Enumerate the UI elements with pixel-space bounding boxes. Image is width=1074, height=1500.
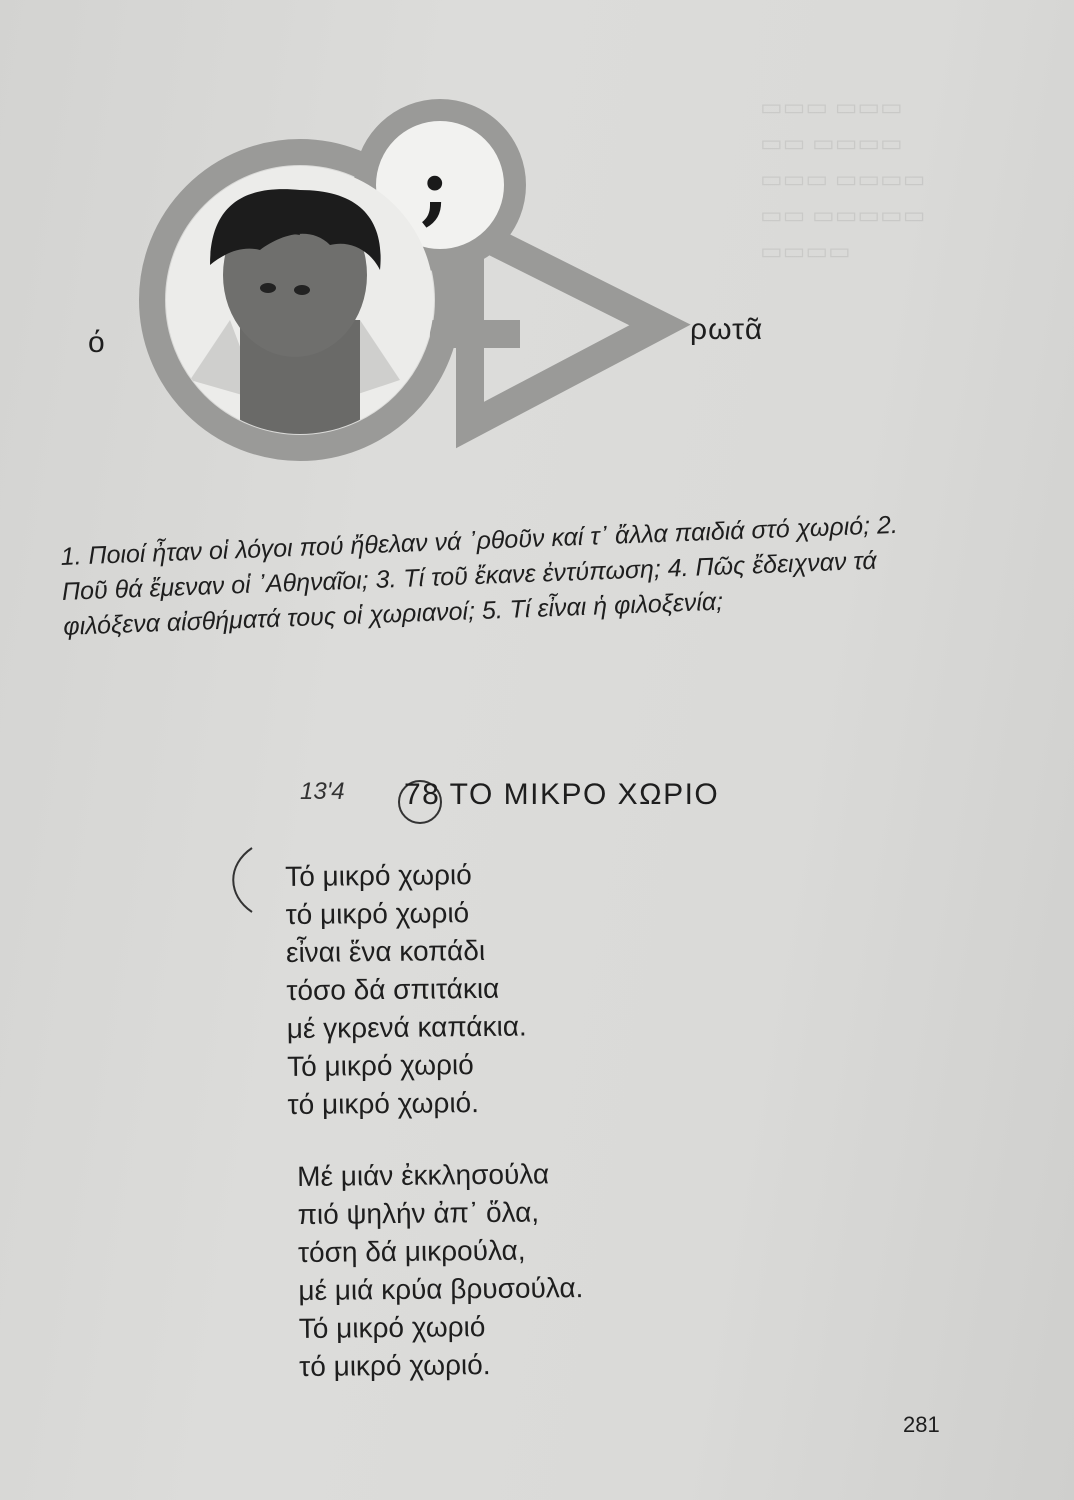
poem-stanza-1 <box>285 855 528 1123</box>
poem-line: Τό μικρό χωριό <box>285 859 472 892</box>
handwritten-bracket <box>222 840 262 920</box>
poem-line: εἶναι ἕνα κοπάδι <box>285 934 486 968</box>
semicolon-question-mark: ; <box>420 140 450 234</box>
poem-line: τόσο δά σπιτάκια <box>286 972 500 1006</box>
poem-stanza-2 <box>297 1155 584 1386</box>
letter-right: ρωτᾶ <box>690 313 764 346</box>
poem-line: τό μικρό χωριό. <box>287 1086 480 1120</box>
lesson-number: 78 <box>404 778 441 811</box>
handwritten-note: 13ʹ4 <box>300 778 345 805</box>
poem-line: μέ μιά κρύα βρυσούλα. <box>298 1272 584 1306</box>
lesson-title <box>404 778 719 812</box>
poem-line: τόση δά μικρούλα, <box>297 1234 526 1268</box>
poem-line: Τό μικρό χωριό <box>298 1311 486 1344</box>
poem-line: Τό μικρό χωριό <box>287 1049 474 1082</box>
poem-line: πιό ψηλήν ἀπ᾽ ὅλα, <box>297 1196 540 1230</box>
poem-line: τό μικρό χωριό. <box>299 1348 491 1382</box>
letter-left: ό <box>88 326 105 359</box>
show-through-text: ▭▭▭ ▭▭▭ ▭▭ ▭▭▭▭ ▭▭▭ ▭▭▭▭ ▭▭ ▭▭▭▭▭ ▭▭▭▭ <box>760 94 926 265</box>
comprehension-questions: 1. Ποιοί ἦταν οἱ λόγοι πού ἤθελαν νά ᾽ρθοῦν καί τ᾽ ἄλλα παιδιά στό χωριό; 2. Ποῦ θά ἔμεναν οἱ ᾽Αθηναῖοι; 3. Τί τοῦ ἔκανε ἐντύπωση; 4. Πῶς ἔδειχναν τά φιλόξενα αἰσθήματά τους οἱ χωριανοί; 5. Τί εἶναι ἡ φιλοξενία; <box>60 510 899 641</box>
poem-line: μέ γκρενά καπάκια. <box>286 1010 527 1044</box>
page-number: 281 <box>903 1412 940 1437</box>
lesson-title-text: ΤΟ ΜΙΚΡΟ ΧΩΡΙΟ <box>449 778 720 811</box>
poem-line: τό μικρό χωριό <box>285 897 470 930</box>
poem-line: Μέ μιάν ἐκκλησούλα <box>297 1158 550 1192</box>
question-illustration <box>0 0 1074 480</box>
